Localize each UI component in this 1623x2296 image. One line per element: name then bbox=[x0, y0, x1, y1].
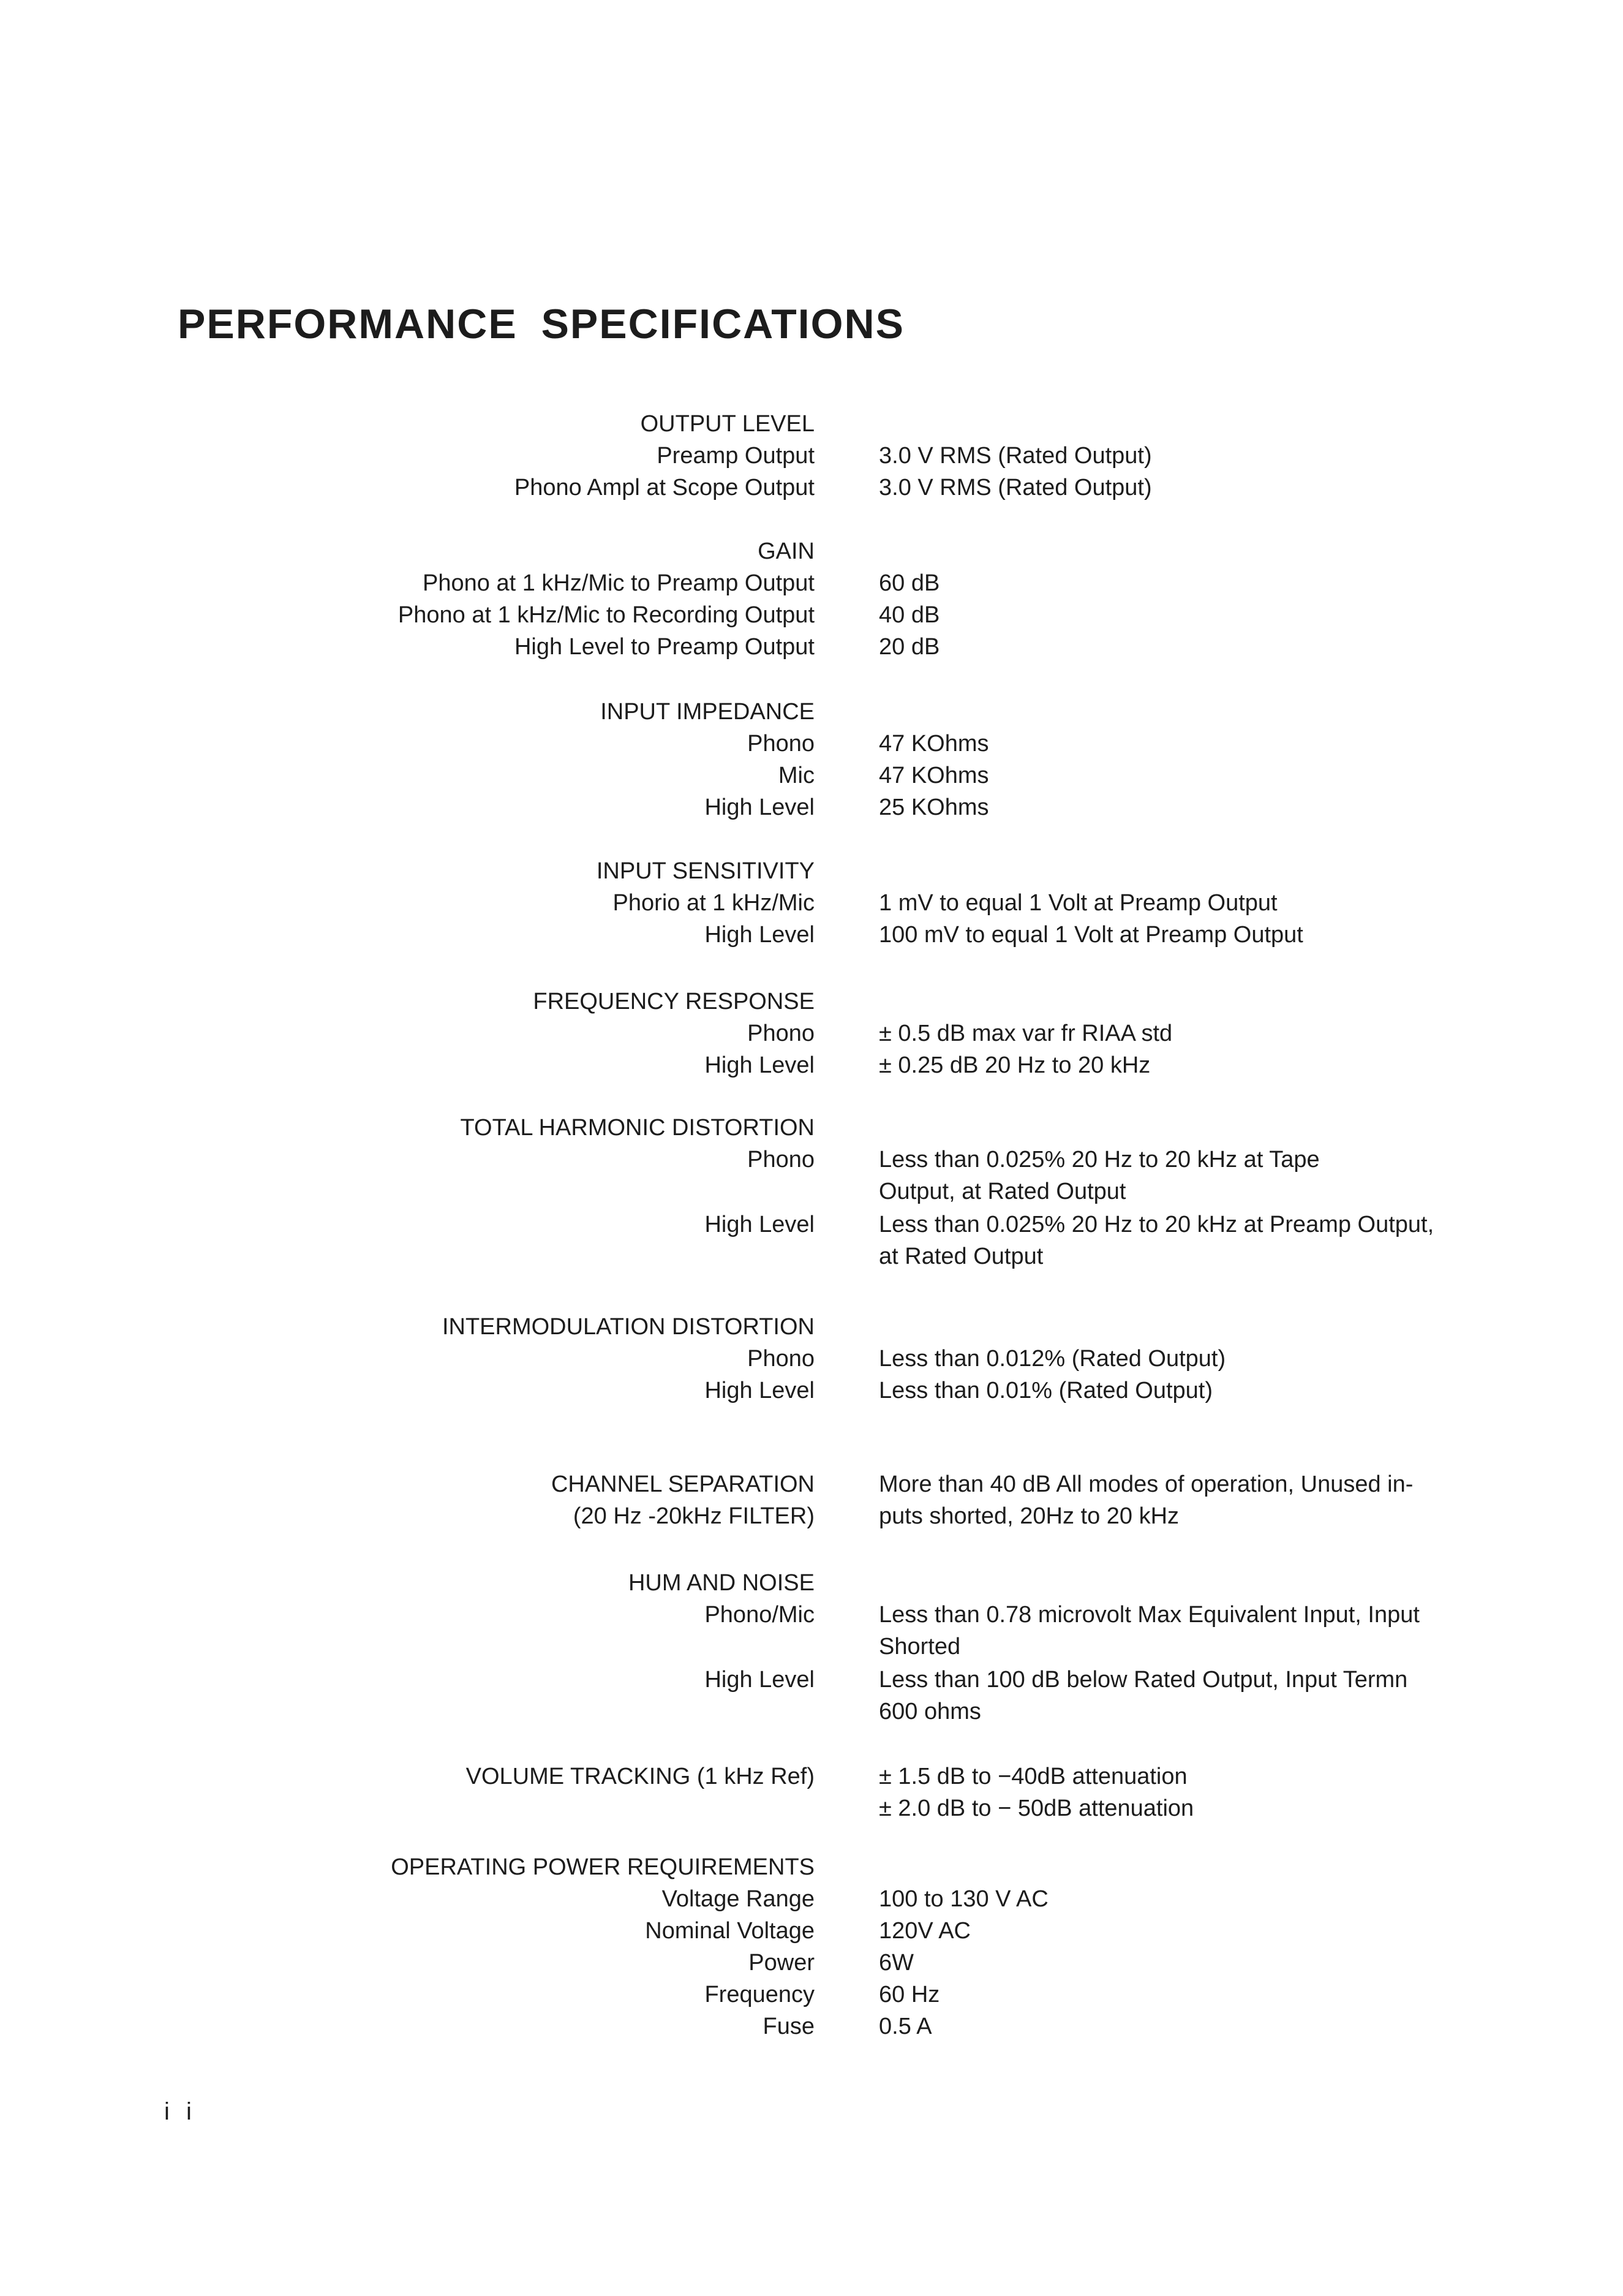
spec-label: Phono at 1 kHz/Mic to Recording Output bbox=[397, 602, 815, 628]
spec-value: Output, at Rated Output bbox=[879, 1179, 1126, 1204]
spec-label: Fuse bbox=[763, 2014, 815, 2039]
spec-value: puts shorted, 20Hz to 20 kHz bbox=[879, 1503, 1180, 1529]
spec-label: Phono bbox=[747, 1021, 815, 1046]
spec-value: Less than 0.012% (Rated Output) bbox=[879, 1346, 1226, 1372]
section-heading: CHANNEL SEPARATION bbox=[551, 1471, 815, 1497]
section-heading: INTERMODULATION DISTORTION bbox=[442, 1314, 815, 1340]
spec-label: Phono Ampl at Scope Output bbox=[514, 475, 815, 500]
spec-value: 6W bbox=[879, 1950, 914, 1976]
spec-label: High Level bbox=[704, 1212, 815, 1237]
spec-label: Nominal Voltage bbox=[645, 1918, 815, 1944]
spec-value: ± 0.25 dB 20 Hz to 20 kHz bbox=[879, 1052, 1151, 1078]
spec-value: Less than 100 dB below Rated Output, Input Termn bbox=[879, 1667, 1408, 1693]
spec-value: 600 ohms bbox=[879, 1699, 981, 1724]
spec-value: 47 KOhms bbox=[879, 731, 989, 757]
section-heading: GAIN bbox=[758, 538, 815, 564]
section-heading: INPUT SENSITIVITY bbox=[596, 858, 815, 884]
section-heading: FREQUENCY RESPONSE bbox=[533, 989, 815, 1014]
spec-value: More than 40 dB All modes of operation, Unused in- bbox=[879, 1471, 1414, 1497]
spec-label: High Level to Preamp Output bbox=[514, 634, 815, 660]
spec-value: Shorted bbox=[879, 1634, 961, 1660]
spec-label: Phono bbox=[747, 1346, 815, 1372]
spec-value: 40 dB bbox=[879, 602, 940, 628]
page-title: PERFORMANCE SPECIFICATIONS bbox=[178, 301, 905, 347]
spec-label: Frequency bbox=[704, 1982, 815, 2007]
spec-label: Power bbox=[748, 1950, 815, 1976]
section-heading: VOLUME TRACKING (1 kHz Ref) bbox=[465, 1764, 815, 1789]
spec-label: Phono bbox=[747, 731, 815, 757]
spec-label: High Level bbox=[704, 1378, 815, 1403]
spec-label: High Level bbox=[704, 795, 815, 820]
section-heading: HUM AND NOISE bbox=[628, 1570, 815, 1596]
spec-value: Less than 0.025% 20 Hz to 20 kHz at Tape bbox=[879, 1147, 1320, 1173]
spec-value: 100 mV to equal 1 Volt at Preamp Output bbox=[879, 922, 1303, 948]
spec-value: 1 mV to equal 1 Volt at Preamp Output bbox=[879, 890, 1278, 916]
spec-label: Voltage Range bbox=[661, 1886, 815, 1912]
section-heading: OPERATING POWER REQUIREMENTS bbox=[391, 1854, 815, 1880]
spec-value: 3.0 V RMS (Rated Output) bbox=[879, 443, 1152, 469]
spec-label: Phono at 1 kHz/Mic to Preamp Output bbox=[423, 570, 815, 596]
spec-value: 25 KOhms bbox=[879, 795, 989, 820]
spec-value: 20 dB bbox=[879, 634, 940, 660]
spec-value: 60 dB bbox=[879, 570, 940, 596]
spec-value: ± 1.5 dB to −40dB attenuation bbox=[879, 1764, 1188, 1789]
spec-value: ± 0.5 dB max var fr RIAA std bbox=[879, 1021, 1173, 1046]
section-heading: OUTPUT LEVEL bbox=[640, 411, 815, 437]
spec-value: 100 to 130 V AC bbox=[879, 1886, 1049, 1912]
spec-label: Preamp Output bbox=[657, 443, 815, 469]
page-number: i i bbox=[164, 2098, 197, 2125]
spec-value: 120V AC bbox=[879, 1918, 971, 1944]
spec-value: ± 2.0 dB to − 50dB attenuation bbox=[879, 1796, 1194, 1821]
spec-label: Phono bbox=[747, 1147, 815, 1173]
spec-label: High Level bbox=[704, 1667, 815, 1693]
spec-value: 60 Hz bbox=[879, 1982, 940, 2007]
spec-value: 0.5 A bbox=[879, 2014, 932, 2039]
spec-label: Mic bbox=[778, 763, 815, 788]
spec-label: High Level bbox=[704, 1052, 815, 1078]
spec-label: (20 Hz -20kHz FILTER) bbox=[573, 1503, 815, 1529]
spec-label: High Level bbox=[704, 922, 815, 948]
section-heading: INPUT IMPEDANCE bbox=[600, 699, 815, 725]
spec-value: 47 KOhms bbox=[879, 763, 989, 788]
spec-label: Phono/Mic bbox=[704, 1602, 815, 1628]
section-heading: TOTAL HARMONIC DISTORTION bbox=[460, 1115, 815, 1141]
spec-value: Less than 0.78 microvolt Max Equivalent Input, Input bbox=[879, 1602, 1420, 1628]
spec-value: Less than 0.01% (Rated Output) bbox=[879, 1378, 1213, 1403]
spec-value: at Rated Output bbox=[879, 1244, 1044, 1269]
spec-label: Phorio at 1 kHz/Mic bbox=[612, 890, 815, 916]
spec-value: Less than 0.025% 20 Hz to 20 kHz at Preamp Output, bbox=[879, 1212, 1434, 1237]
spec-value: 3.0 V RMS (Rated Output) bbox=[879, 475, 1152, 500]
